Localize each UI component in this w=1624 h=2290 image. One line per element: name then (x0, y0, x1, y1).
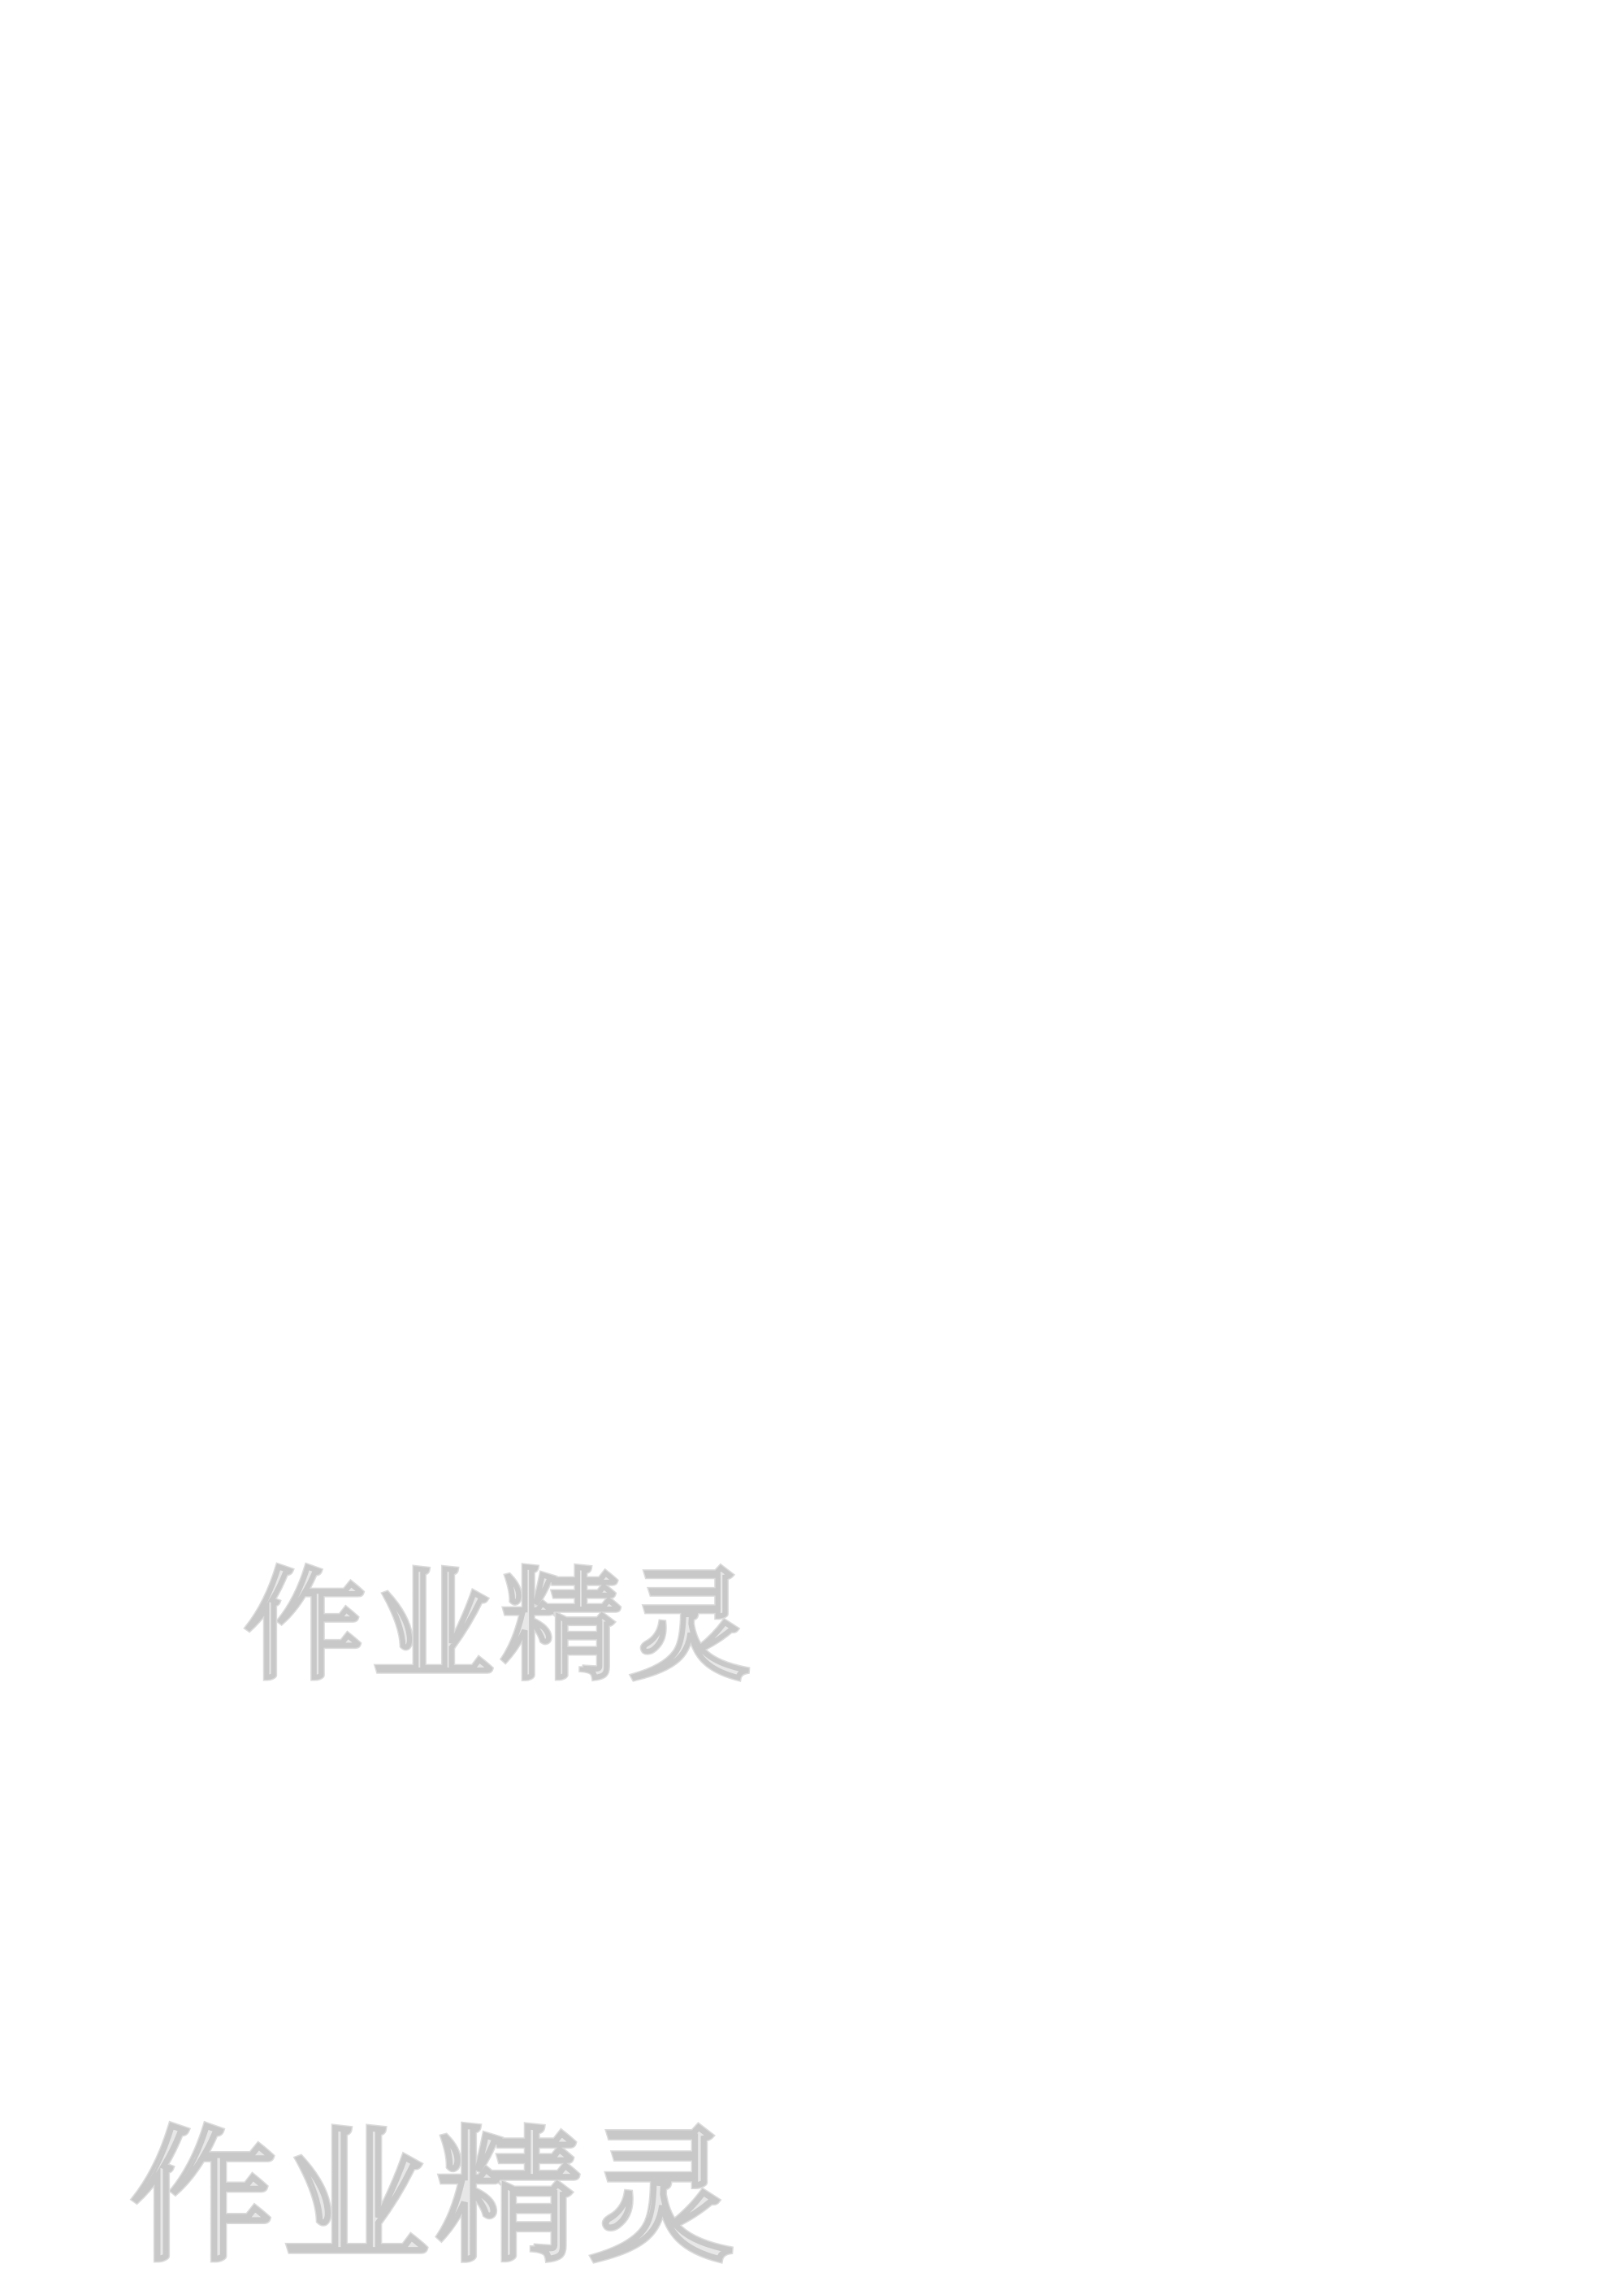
watermark-logo: 作业精灵 (244, 1556, 758, 1698)
watermark-logo: 作业精灵 (130, 2113, 742, 2283)
